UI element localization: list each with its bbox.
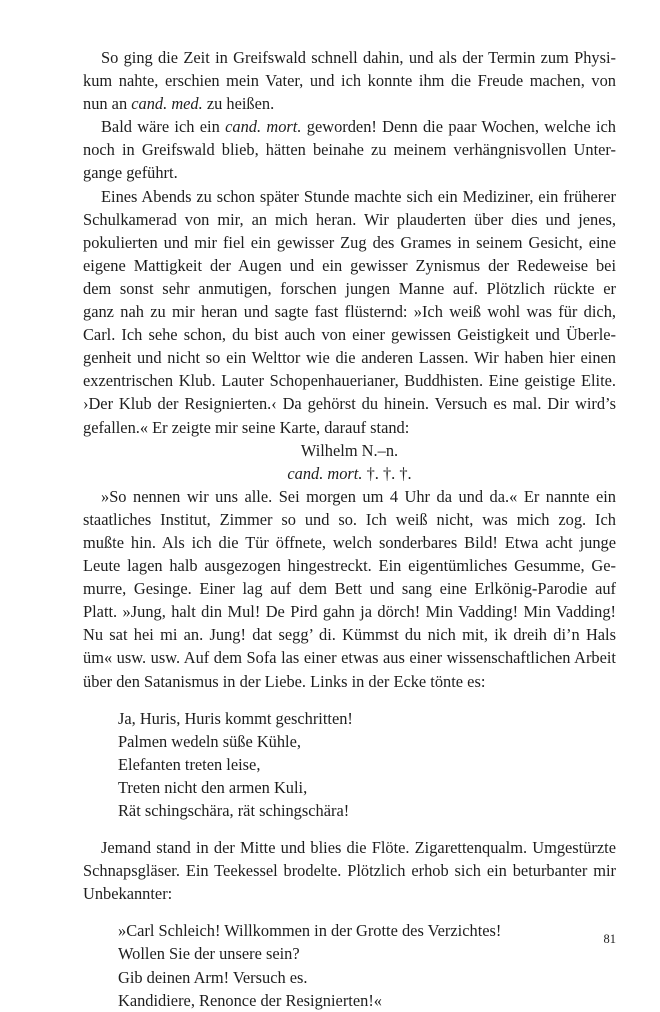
italic-term: cand. med. — [131, 94, 203, 114]
text-line: pokulierten und mir fiel ein gewisser Zug des Grames in seinem Gesicht, eine — [83, 232, 616, 252]
text-line: genheit und nicht so ein Welttor wie die anderen Lassen. Wir haben hier einen — [83, 348, 616, 368]
text-run: geworden! Denn die paar Wochen, welche ich — [301, 117, 616, 137]
text-line: Eines Abends zu schon später Stunde machte sich ein Mediziner, ein früherer — [101, 186, 616, 206]
text-line: gefallen.« Er zeigte mir seine Karte, darauf stand: — [83, 417, 410, 437]
text-line: murre, Gesinge. Einer lag auf dem Bett und sang eine Erlkönig-Parodie auf — [83, 579, 616, 599]
text-line: So ging die Zeit in Greifswald schnell dahin, und als der Termin zum Physi- — [101, 48, 616, 67]
verse-line: Kandidiere, Renonce der Resignierten!« — [118, 990, 382, 1010]
text-line: gange geführt. — [83, 163, 178, 183]
text-line: Leute lagen halb ausgezogen hingestreckt. Ein eigentümliches Gesumme, Ge- — [83, 556, 616, 576]
text-line: »So nennen wir uns alle. Sei morgen um 4 Uhr da und da.« Er nannte ein — [101, 486, 616, 506]
text-line — [83, 115, 616, 138]
verse-line: Wollen Sie der unsere sein? — [118, 944, 300, 964]
text-line: kum nahte, erschien mein Vater, und ich konnte ihm die Freude machen, von — [83, 71, 616, 91]
text-line: ›Der Klub der Resignierten.‹ Da gehörst du hinein. Versuch es mal. Dir wird’s — [83, 394, 616, 414]
paragraph-2 — [83, 115, 616, 184]
text-line — [83, 92, 616, 115]
card-title: cand. mort. — [287, 463, 363, 483]
verse-1 — [83, 707, 616, 822]
stanza-gap — [83, 905, 616, 919]
verse-line: »Carl Schleich! Willkommen in der Grotte des Verzichtes! — [118, 921, 502, 941]
stanza-gap — [83, 693, 616, 707]
verse-line: Ja, Huris, Huris kommt geschritten! — [118, 708, 353, 728]
text-line: Nu sat hei mi an. Jung! dat segg’ di. Kümmst du nich mit, ik dreih di’n Hals — [83, 625, 616, 645]
text-line: Carl. Ich sehe schon, du bist auch von einer gewissen Geistigkeit und Überle- — [83, 325, 616, 345]
paragraph-4 — [83, 485, 616, 693]
text-line: exzentrischen Klub. Lauter Schopenhauerianer, Buddhisten. Eine geistige Elite. — [83, 371, 616, 391]
verse-line: Gib deinen Arm! Versuch es. — [118, 967, 308, 987]
stanza-gap — [83, 822, 616, 836]
paragraph-5 — [83, 836, 616, 905]
text-line: mußte hin. Als ich die Tür öffnete, welch sonderbares Bild! Etwa acht junge — [83, 532, 616, 552]
text-run: nun an — [83, 94, 132, 114]
text-run: Bald wäre ich ein — [101, 117, 226, 137]
card-name: Wilhelm N.–n. — [300, 440, 399, 460]
page-number: 81 — [603, 932, 616, 946]
verse-line: Treten nicht den armen Kuli, — [118, 777, 308, 797]
paragraph-3 — [83, 185, 616, 439]
page-body — [83, 46, 616, 1012]
text-line: Platt. »Jung, halt din Mul! De Pird gahn ja dörch! Min Vadding! Min Vadding! — [83, 602, 616, 622]
text-line: staatliches Institut, Zimmer so und so. Ich weiß nicht, was mich zog. Ich — [83, 509, 616, 529]
verse-line: Rät schingschära, rät schingschära! — [118, 801, 350, 820]
verse-line: Elefanten treten leise, — [118, 754, 261, 774]
text-line: ganz nah zu mir heran und sagte fast flüsternd: »Ich weiß wohl was für dich, — [83, 302, 616, 322]
text-line: Schulkamerad von mir, an mich heran. Wir plauderten über dies und jenes, — [83, 209, 616, 229]
verse-line: Palmen wedeln süße Kühle, — [118, 731, 301, 751]
text-line: Schnapsgläser. Ein Teekessel brodelte. Plötzlich erhob sich ein beturbanter mir — [83, 861, 616, 881]
text-line: noch in Greifswald blieb, hätten beinahe zu meinem verhängnisvollen Unter- — [83, 140, 616, 160]
text-line: dem sonst sehr anmutigen, forschen jungen Manne auf. Plötzlich rückte er — [83, 278, 616, 298]
text-line: Unbekannter: — [83, 884, 173, 904]
text-line: über den Satanismus in der Liebe. Links in der Ecke tönte es: — [83, 671, 486, 691]
calling-card — [83, 439, 616, 485]
text-run: zu heißen. — [202, 94, 275, 114]
card-title-line — [83, 462, 616, 485]
italic-term: cand. mort. — [225, 117, 302, 137]
card-symbols: †. †. †. — [362, 463, 412, 483]
text-line: eigene Mattigkeit der Augen und ein gewisser Zynismus der Redeweise bei — [83, 255, 616, 275]
text-line: Jemand stand in der Mitte und blies die Flöte. Zigarettenqualm. Umgestürzte — [101, 838, 616, 858]
paragraph-1 — [83, 46, 616, 115]
text-line: üm« usw. usw. Auf dem Sofa las einer etwas aus einer wissenschaftlichen Arbeit — [83, 648, 616, 668]
